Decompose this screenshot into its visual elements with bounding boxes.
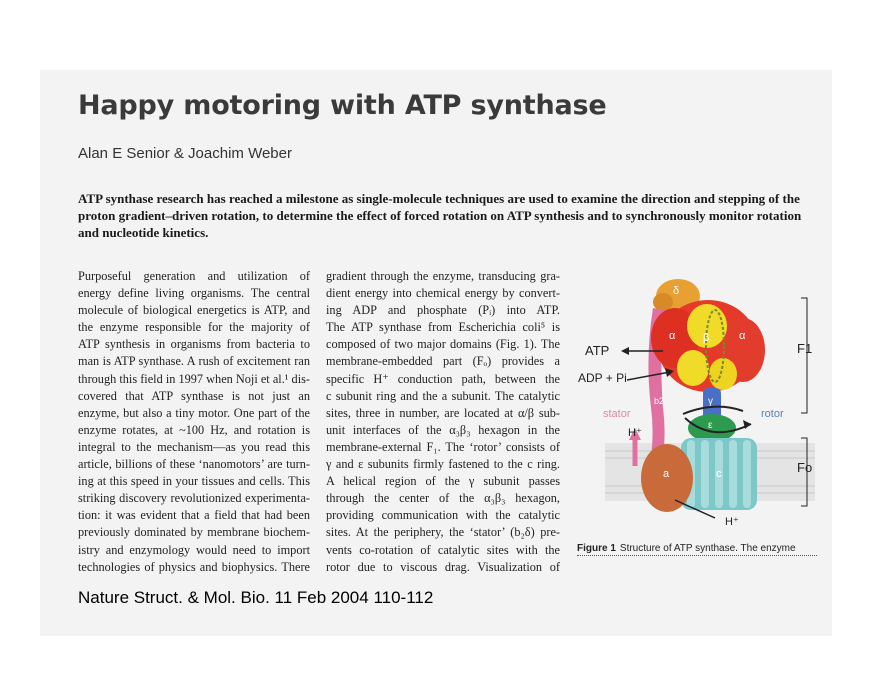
body-text-line: dient energy into chemical energy by convert- bbox=[326, 286, 560, 301]
body-text-line: through this field in 1997 when Noji et al.¹ dis- bbox=[78, 371, 310, 386]
body-text-line: ing at this speed in your tissues and cells. This bbox=[78, 474, 310, 489]
body-text-line: A helical region of the γ subunit passes bbox=[326, 474, 560, 489]
body-text-line: membrane-embedded part (Fₒ) provides a bbox=[326, 354, 560, 369]
figure-caption-text: Structure of ATP synthase. The enzyme bbox=[619, 543, 796, 554]
f1-label: F1 bbox=[797, 341, 813, 356]
body-text-line: composed of two major domains (Fig. 1). The bbox=[326, 337, 560, 352]
body-text-line: man is ATP synthase. A rush of excitement ran bbox=[78, 354, 310, 369]
body-text-line: molecule of biological energetics is ATP, and bbox=[78, 303, 310, 318]
body-text-line: previously dominated by membrane biochem- bbox=[78, 525, 310, 540]
article-authors: Alan E Senior & Joachim Weber bbox=[78, 145, 292, 162]
c-label: c bbox=[716, 468, 722, 480]
body-text-line: technologies of physics and biophysics. There bbox=[78, 559, 310, 574]
atp-label: ATP bbox=[585, 343, 610, 358]
body-text-line: γ and ε subunits firmly fastened to the c ring. bbox=[326, 457, 560, 472]
alpha-right-label: α bbox=[739, 330, 746, 342]
body-text-line: membrane-external F₁. The ‘rotor’ consists of bbox=[326, 439, 560, 454]
body-text-line: enzyme rotates, at ~100 Hz, and rotation is bbox=[78, 422, 310, 437]
citation: Nature Struct. & Mol. Bio. 11 Feb 2004 110-112 bbox=[78, 588, 434, 607]
stator-label: stator bbox=[603, 408, 631, 420]
figure-caption bbox=[577, 543, 817, 556]
beta-label: β bbox=[703, 332, 710, 344]
body-text-line: article, billions of these ‘nanomotors’ are turn- bbox=[78, 457, 310, 472]
figure-caption-label: Figure 1 bbox=[577, 543, 616, 554]
body-column-1 bbox=[78, 268, 310, 576]
body-text-line: the enzyme responsible for the majority of bbox=[78, 320, 310, 335]
body-column-2 bbox=[326, 268, 560, 576]
article-title: Happy motoring with ATP synthase bbox=[78, 90, 607, 121]
gamma-label: γ bbox=[708, 396, 713, 407]
body-text-line: tion: it was evident that a field that had been bbox=[78, 508, 310, 523]
body-text-line: The ATP synthase from Escherichia coli⁵ is bbox=[326, 320, 560, 335]
b2-label: b2 bbox=[654, 396, 665, 406]
proton-bottom-label: H⁺ bbox=[725, 516, 739, 528]
body-text-line: sites, three in number, are located at α/β sub- bbox=[326, 405, 560, 420]
adp-label: ADP + Pi bbox=[578, 371, 627, 385]
body-text-line: ing ADP and phosphate (Pᵢ) into ATP. bbox=[326, 303, 560, 318]
body-text-line: integral to the mechanism—as you read this bbox=[78, 439, 310, 454]
atp-synthase-structure-image bbox=[575, 268, 825, 543]
body-text-line: striking discovery revolutionized experimenta- bbox=[78, 491, 310, 506]
body-text-line: rotor due to viscous drag. Visualization of bbox=[326, 559, 560, 574]
body-text-line: covered that ATP synthase is not just an bbox=[78, 388, 310, 403]
body-text-line: c subunit ring and the a subunit. The catalytic bbox=[326, 388, 560, 403]
body-text-line: specific H⁺ conduction path, between the bbox=[326, 371, 560, 386]
body-text-line: Purposeful generation and utilization of bbox=[78, 269, 310, 283]
beta-subunit-left bbox=[677, 350, 709, 386]
a-label: a bbox=[663, 468, 670, 480]
body-text-line: enzyme, but also a tiny motor. One part of the bbox=[78, 405, 310, 420]
body-text-line: through the center of the α₃β₃ hexagon, bbox=[326, 491, 560, 506]
body-text-line: istry and enzymology would need to import bbox=[78, 542, 310, 557]
body-text-line: gradient through the enzyme, transducing gra- bbox=[326, 269, 560, 283]
atp-synthase-figure bbox=[575, 268, 825, 543]
alpha-left-label: α bbox=[669, 330, 676, 342]
body-text-line: vents co-rotation of catalytic sites with the bbox=[326, 542, 560, 557]
adp-arrow bbox=[627, 372, 670, 380]
body-text-line: energy define living organisms. The central bbox=[78, 286, 310, 301]
proton-top-label: H⁺ bbox=[628, 427, 642, 439]
body-text-line: ATP synthesis in organisms from bacteria to bbox=[78, 337, 310, 352]
fo-label: Fo bbox=[797, 460, 813, 475]
article-abstract: ATP synthase research has reached a milestone as single-molecule techniques are used to examine the direction and stepping of the proton gradient–driven rotation, to determine the effect of forced rotation on ATP synthesis and to synchronously monitor rotation and nucleotide kinetics. bbox=[78, 191, 802, 240]
body-text-line: sites. At the periphery, the ‘stator’ (b₂δ) pre- bbox=[326, 525, 560, 540]
epsilon-label: ε bbox=[708, 420, 713, 431]
rotor-label: rotor bbox=[761, 408, 784, 420]
body-text-line: unit interfaces of the α₃β₃ hexagon in the bbox=[326, 422, 560, 437]
body-text-line: providing communication with the catalytic bbox=[326, 508, 560, 523]
delta-label: δ bbox=[673, 285, 680, 297]
